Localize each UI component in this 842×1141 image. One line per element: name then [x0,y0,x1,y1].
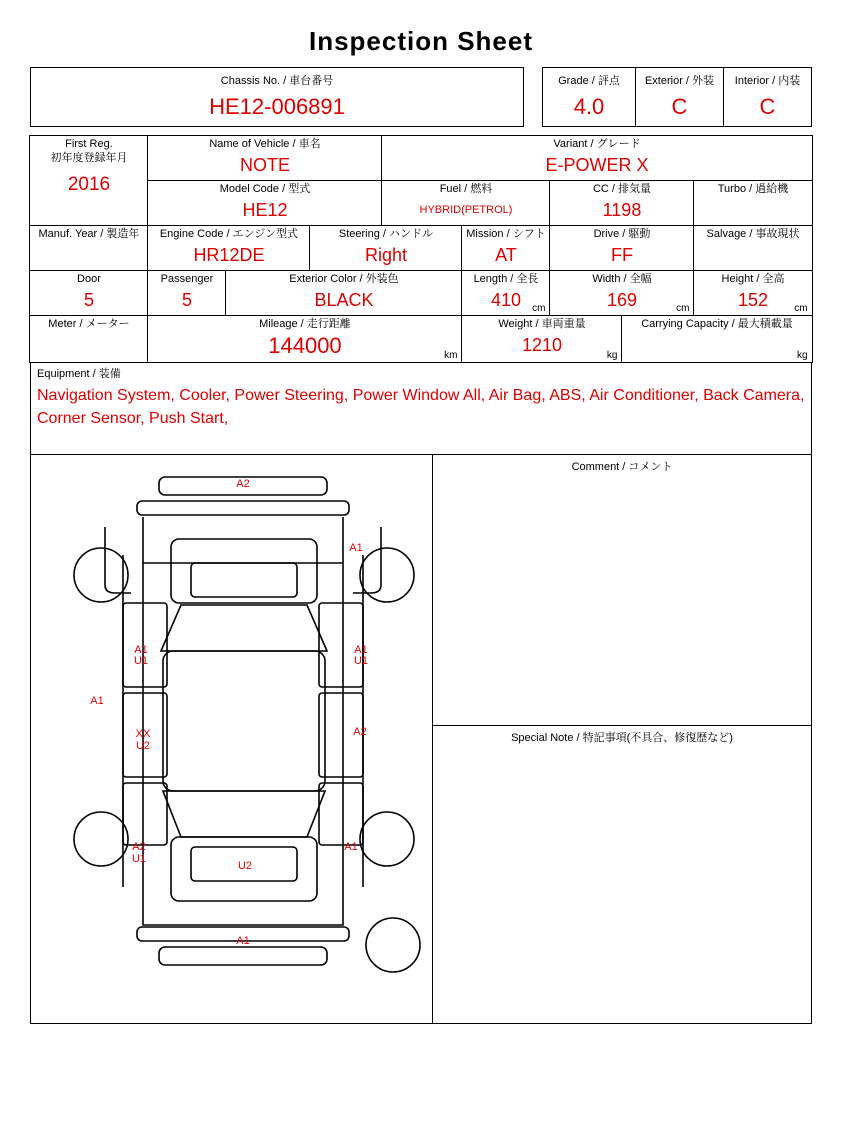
interior-grade-label: Interior / 内装 [734,75,801,87]
damage-mark: A2 [132,841,146,853]
mileage-label: Mileage / 走行距離 [259,318,351,330]
engine-code-cell [148,226,310,271]
damage-mark: A2 [236,478,250,490]
door-value: 5 [83,290,94,310]
fuel-value: HYBRID(PETROL) [419,204,513,216]
comment-value [433,474,811,482]
weight-cell [462,316,622,363]
steering-value: Right [364,245,407,265]
steering-label: Steering / ハンドル [338,228,434,240]
notes-pane [433,455,811,1023]
table-row [30,316,812,363]
mission-value: AT [495,245,517,265]
overall-grade-value: 4.0 [573,94,605,119]
width-cell [550,271,694,316]
drive-cell [550,226,694,271]
chassis-number-label: Chassis No. / 車台番号 [220,75,334,87]
carrying-capacity-label: Carrying Capacity / 最大積載量 [641,318,793,330]
height-cell [694,271,812,316]
table-row [30,226,812,271]
fuel-cell [382,181,550,226]
salvage-cell [694,226,812,271]
length-unit: cm [532,303,546,314]
meter-label: Meter / メーター [48,318,130,330]
damage-mark: A1 [134,644,148,656]
model-code-label: Model Code / 型式 [219,183,311,195]
height-value: 152 [737,290,769,310]
specification-table [29,135,812,363]
mileage-cell [148,316,462,363]
chassis-number-value: HE12-006891 [209,94,345,119]
special-note-label: Special Note / 特記事項(不具合、修復歴など) [511,732,733,744]
cc-value: 1198 [602,200,642,220]
variant-cell [382,136,812,181]
carrying-capacity-unit: kg [796,350,808,361]
exterior-grade-value: C [671,94,688,119]
exterior-color-value: BLACK [314,290,374,310]
overall-grade-field [542,67,636,127]
door-label: Door [77,273,101,285]
damage-mark: U1 [353,655,369,667]
special-note-value [433,745,811,753]
fuel-label: Fuel / 燃料 [439,183,493,195]
drive-label: Drive / 駆動 [593,228,651,240]
salvage-label: Salvage / 事故現状 [706,228,800,240]
height-unit: cm [794,303,808,314]
weight-value: 1210 [521,335,562,355]
model-code-value: HE12 [242,200,288,220]
vehicle-name-value: NOTE [239,155,290,175]
comment-box [433,455,811,726]
equipment-section [30,363,812,455]
damage-mark: A1 [236,935,250,947]
exterior-color-label: Exterior Color / 外装色 [289,273,399,285]
exterior-grade-label: Exterior / 外装 [644,75,715,87]
manuf-year-cell [30,226,148,271]
damage-mark: A1 [349,542,363,554]
drive-value: FF [610,245,633,265]
carrying-capacity-cell [622,316,812,363]
grade-group [542,67,812,127]
door-cell [30,271,148,316]
passenger-label: Passenger [160,273,214,285]
interior-grade-value: C [759,94,776,119]
table-row [30,271,812,316]
damage-mark: A1 [344,841,358,853]
turbo-cell [694,181,812,226]
length-value: 410 [490,290,521,310]
steering-cell [310,226,462,271]
damage-mark: A1 [90,695,104,707]
turbo-label: Turbo / 過給機 [717,183,789,195]
passenger-value: 5 [181,290,192,310]
vehicle-name-cell [148,136,382,181]
special-note-box [433,726,811,1023]
first-reg-value: 2016 [67,174,111,195]
damage-marks [90,478,368,947]
mission-cell [462,226,550,271]
length-cell [462,271,550,316]
variant-value: E-POWER X [545,155,649,175]
mileage-unit: km [444,350,458,361]
equipment-label: Equipment / 装備 [37,368,121,380]
width-label: Width / 全幅 [592,273,652,285]
chassis-number-field [30,67,524,127]
model-code-cell [148,181,382,226]
mission-label: Mission / シフト [466,228,546,240]
weight-label: Weight / 車両重量 [498,318,586,330]
damage-mark: U1 [131,853,147,865]
engine-code-value: HR12DE [193,245,265,265]
first-reg-cell [30,136,148,226]
damage-mark: U1 [133,655,149,667]
vehicle-name-label: Name of Vehicle / 車名 [209,138,321,150]
width-value: 169 [606,290,637,310]
top-row [30,67,812,127]
cc-label: CC / 排気量 [592,183,652,195]
page-title: Inspection Sheet [308,26,534,56]
weight-unit: kg [606,350,618,361]
exterior-color-cell [226,271,462,316]
mileage-value: 144000 [268,333,342,358]
passenger-cell [148,271,226,316]
damage-mark: U2 [237,860,253,872]
first-reg-label-en: First Reg. [65,138,113,150]
damage-mark: A1 [354,644,368,656]
equipment-value: Navigation System, Cooler, Power Steering, Power Window All, Air Bag, ABS, Air Conditioner, Back Camera, Corner Sensor, Push Start, [37,387,805,427]
overall-grade-label: Grade / 評点 [558,75,620,87]
interior-grade-field [724,67,812,127]
table-row [30,181,812,226]
exterior-grade-field [636,67,724,127]
vehicle-damage-diagram [31,455,433,1023]
variant-label: Variant / グレード [553,138,641,150]
damage-mark: U2 [135,740,151,752]
engine-code-label: Engine Code / エンジン型式 [159,228,299,240]
width-unit: cm [676,303,690,314]
manuf-year-label: Manuf. Year / 製造年 [38,228,140,240]
table-row [30,136,812,181]
damage-mark: A2 [353,726,367,738]
lower-section [30,455,812,1024]
height-label: Height / 全高 [721,273,785,285]
car-outline-svg [31,455,432,1023]
damage-mark: XX [135,728,151,740]
meter-cell [30,316,148,363]
first-reg-label-jp: 初年度登録年月 [50,152,128,164]
comment-label: Comment / コメント [571,461,673,473]
cc-cell [550,181,694,226]
length-label: Length / 全長 [473,273,539,285]
